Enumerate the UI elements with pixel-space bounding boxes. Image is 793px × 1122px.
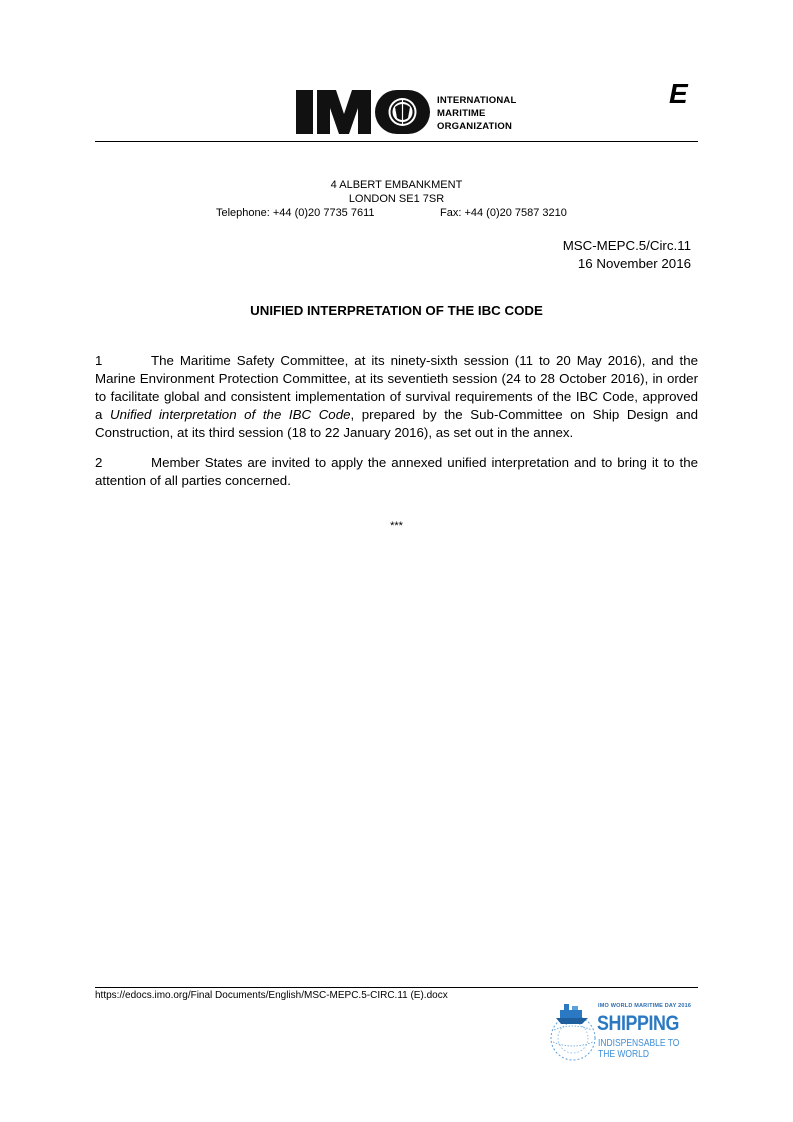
document-date: 16 November 2016 [577, 256, 691, 271]
shipping-wordmark: SHIPPING [597, 1012, 679, 1035]
paragraph-number: 1 [95, 353, 103, 368]
language-code: E [669, 78, 688, 109]
fax: Fax: +44 (0)20 7587 3210 [440, 207, 567, 219]
org-line-1: INTERNATIONAL [437, 95, 517, 106]
paragraph-text: The Maritime Safety Committee, at its ninety-sixth session (11 to 20 May 2016), and the Marine Environment Protection Committee, at its seventieth session (24 to 28 October 2016), in order to facilitate global and consistent implementation of survival requirements of the IBC Code, approved a [95, 353, 698, 422]
paragraph-text-end: , prepared by the Sub-Committee on Ship Design and Construction, at its third session (18 to 22 January 2016), as set out in the annex. [95, 407, 698, 440]
world-maritime-day-label: IMO WORLD MARITIME DAY 2016 [598, 1003, 692, 1009]
paragraph-2 [95, 454, 698, 490]
footer-file-path: https://edocs.imo.org/Final Documents/English/MSC-MEPC.5-CIRC.11 (E).docx [95, 990, 448, 1001]
paragraph-italic-text: Unified interpretation of the IBC Code [110, 407, 351, 422]
paragraph-1 [95, 352, 698, 442]
globe-ship-icon [548, 1000, 598, 1062]
header-divider [95, 141, 698, 142]
tagline-line-1: INDISPENSABLE TO [598, 1038, 680, 1049]
org-line-3: ORGANIZATION [437, 121, 513, 132]
paragraph-text: Member States are invited to apply the annexed unified interpretation and to bring it to the attention of all parties concerned. [95, 455, 698, 488]
footer-divider [95, 987, 698, 988]
org-line-2: MARITIME [437, 108, 486, 119]
address-line-2: LONDON SE1 7SR [348, 193, 445, 205]
section-separator: *** [390, 520, 403, 532]
imo-logo [296, 88, 431, 136]
document-reference: MSC-MEPC.5/Circ.11 [562, 238, 691, 253]
telephone: Telephone: +44 (0)20 7735 7611 [216, 207, 375, 219]
paragraph-number: 2 [95, 455, 103, 470]
address-line-1: 4 ALBERT EMBANKMENT [330, 179, 463, 191]
organization-name [437, 94, 516, 133]
document-title: UNIFIED INTERPRETATION OF THE IBC CODE [250, 303, 543, 318]
tagline-line-2: THE WORLD [598, 1049, 649, 1060]
shipping-tagline [598, 1038, 679, 1060]
